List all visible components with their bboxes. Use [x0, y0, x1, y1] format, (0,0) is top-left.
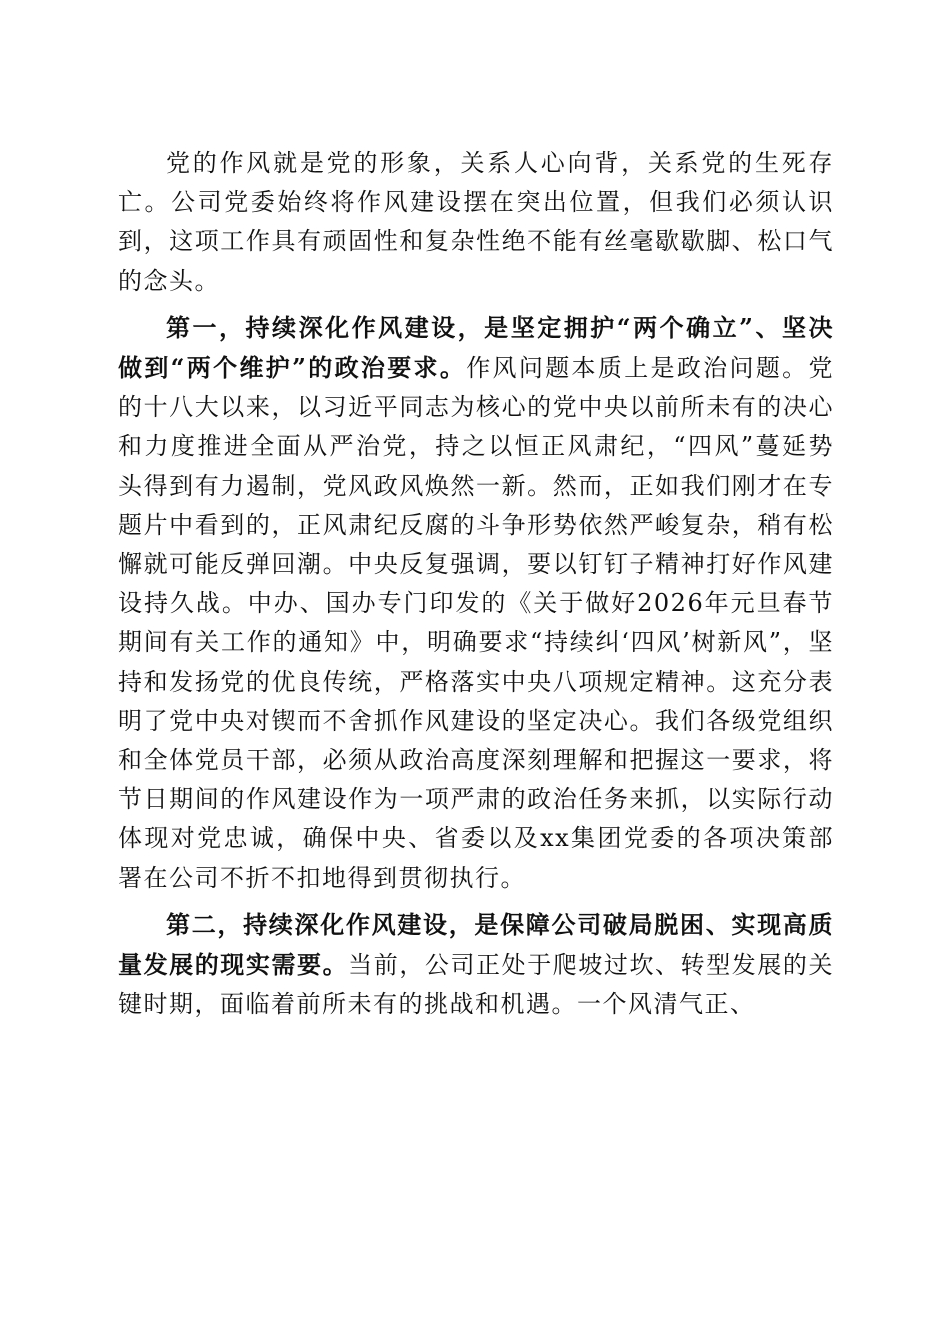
paragraph-intro: [118, 144, 834, 301]
paragraph-point-two: [118, 905, 834, 1025]
paragraph-lead: 第二，持续深化作风建设，是保障公司破局脱困、实现高质量发展的现实需要。: [118, 909, 834, 980]
document-body: [118, 144, 834, 1031]
paragraph-body: 当前，公司正处于爬坡过坎、转型发展的关键时期，面临着前所未有的挑战和机遇。一个风清气正、: [118, 951, 835, 1019]
paragraph-lead: 第一，持续深化作风建设，是坚定拥护“两个确立”、坚决做到“两个维护”的政治要求。: [118, 312, 834, 383]
paragraph-body: 党的作风就是党的形象，关系人心向背，关系党的生死存亡。公司党委始终将作风建设摆在突出位置，但我们必须认识到，这项工作具有顽固性和复杂性绝不能有丝毫歇歇脚、松口气的念头。: [118, 149, 834, 295]
paragraph-point-one: [118, 308, 834, 898]
paragraph-body: 作风问题本质上是政治问题。党的十八大以来，以习近平同志为核心的党中央以前所未有的决心和力度推进全面从严治党，持之以恒正风肃纪，“四风”蔓延势头得到有力遏制，党风政风焕然一新。然而，正如我们刚才在专题片中看到的，正风肃纪反腐的斗争形势依然严峻复杂，稍有松懈就可能反弹回潮。中央反复强调，要以钉钉子精神打好作风建设持久战。中办、国办专门印发的《关于做好2026年元旦春节期间有关工作的通知》中，明确要求“持续纠‘四风’树新风”，坚持和发扬党的优良传统，严格落实中央八项规定精神。这充分表明了党中央对锲而不舍抓作风建设的坚定决心。我们各级党组织和全体党员干部，必须从政治高度深刻理解和把握这一要求，将节日期间的作风建设作为一项严肃的政治任务来抓，以实际行动体现对党忠诚，确保中央、省委以及xx集团党委的各项决策部署在公司不折不扣地得到贯彻执行。: [118, 354, 834, 892]
